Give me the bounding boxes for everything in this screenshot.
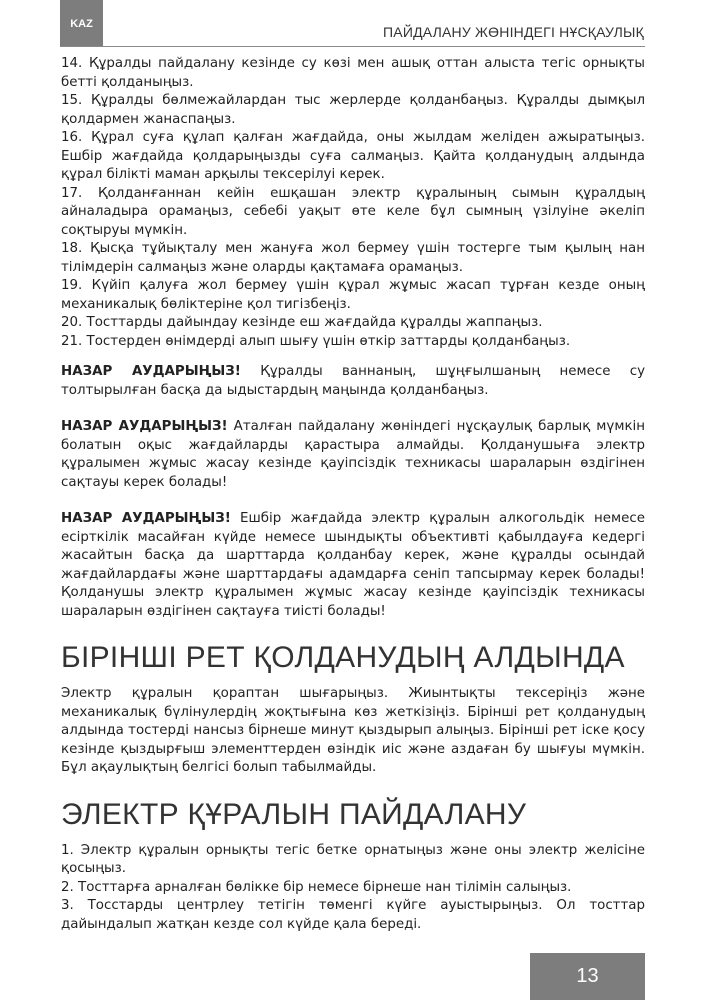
first-use-paragraph: Электр құралын қораптан шығарыңыз. Жиынтықты тексеріңіз және механикалық бүлінулердің жоқтығына көз жеткізіңіз. Бірінші рет қолданудың алдында тостерді нансыз бірнеше минут қыздырып алыңыз. Бірінші рет іске қосу кезінде қыздырғыш элементтерден өзіндік иіс және аздаған бу шығуы мүмкін. Бұл ақаулықтың белгісі болып табылмайды. (61, 686, 645, 775)
safety-item: 15. Құралды бөлмежайлардан тыс жерлерде қолданбаңыз. Құралды дымқыл қолдармен жанаспаңыз. (61, 93, 645, 127)
page-number: 13 (530, 953, 645, 1000)
warning-text: Ешбір жағдайда электр құралын алкогольдік немесе есірткілік масайған күйде немесе шындықты объективті қабылдауға кедергі жасайтын басқа да шарттарда қолданбау керек, және құралды осындай жағдайлардағы және шарттардағы адамдарға сеніп тапсырмау керек болады! Қолданушы электр құралымен жұмыс жасау кезінде қауіпсіздік техникасы шараларын өздігінен сақтауға тиісті болады! (61, 511, 645, 619)
safety-item: 14. Құралды пайдалану кезінде су көзі мен ашық оттан алыста тегіс орнықты бетті қолданыңыз. (61, 56, 645, 90)
warning-paragraph (61, 510, 645, 621)
usage-step: 3. Тосстарды центрлеу тетігін төменгі күйге ауыстырыңыз. Ол тосттар дайындалып жатқан кезде сол күйде қала береді. (61, 898, 645, 932)
warning-paragraph (61, 418, 645, 492)
warning-text: Құралды ваннаның, шұңғылшаның немесе су толтырылған басқа да ыдыстардың маңында қолданбаңыз. (61, 364, 646, 398)
warning-label: НАЗАР АУДАРЫҢЫЗ! (61, 511, 231, 526)
page-content (61, 55, 645, 934)
warning-label: НАЗАР АУДАРЫҢЫЗ! (61, 419, 228, 434)
section-heading-usage: ЭЛЕКТР ҚҰРАЛЫН ПАЙДАЛАНУ (61, 797, 527, 831)
header-title: ПАЙДАЛАНУ ЖӨНІНДЕГІ НҰСҚАУЛЫҚ (383, 24, 644, 40)
usage-step: 1. Электр құралын орнықты тегіс бетке орнатыңыз және оны электр желісіне қосыңыз. (61, 842, 645, 876)
safety-item: 18. Қысқа тұйықталу мен жануға жол бермеу үшін тостерге тым қылың нан тілімдерін салмаңыз және оларды қақтамаға орамаңыз. (61, 241, 645, 275)
language-tab: KAZ (60, 0, 103, 47)
safety-item: 19. Күйіп қалуға жол бермеу үшін құрал жұмыс жасап тұрған кезде оның механикалық бөліктеріне қол тигізбеңіз. (61, 278, 645, 312)
warning-label: НАЗАР АУДАРЫҢЫЗ! (61, 364, 241, 379)
safety-item: 21. Тостерден өнімдерді алып шығу үшін өткір заттарды қолданбаңыз. (61, 333, 571, 349)
section-heading-first-use: БІРІНШІ РЕТ ҚОЛДАНУДЫҢ АЛДЫНДА (61, 641, 625, 674)
safety-item: 16. Құрал суға құлап қалған жағдайда, оны жылдам желіден ажыратыңыз. Ешбір жағдайда қолдарыңызды суға салмаңыз. Қайта қолданудың алдында құрал білікті маман арқылы тексерілуі керек. (61, 130, 645, 182)
safety-item: 20. Тосттарды дайындау кезінде еш жағдайда құралды жаппаңыз. (61, 315, 543, 330)
usage-step: 2. Тосттарға арналған бөлікке бір немесе бірнеше нан тілімін салыңыз. (61, 879, 572, 895)
warning-text: Аталған пайдалану жөніндегі нұсқаулық барлық мүмкін болатын оқыс жағдайларды қарастыра алмайды. Қолданушыға электр құралымен жұмыс жасау кезінде қауіпсіздік техникасы шараларын өздігінен сақтауы керек болады! (61, 419, 646, 490)
warning-paragraph (61, 363, 645, 400)
safety-item: 17. Қолданғаннан кейін ешқашан электр құралының сымын құралдың айналадыра орамаңыз, себебі уақыт өте келе бұл сымның үзілуіне әкеліп соқтыруы мүмкін. (61, 185, 645, 238)
header-divider (60, 46, 645, 47)
